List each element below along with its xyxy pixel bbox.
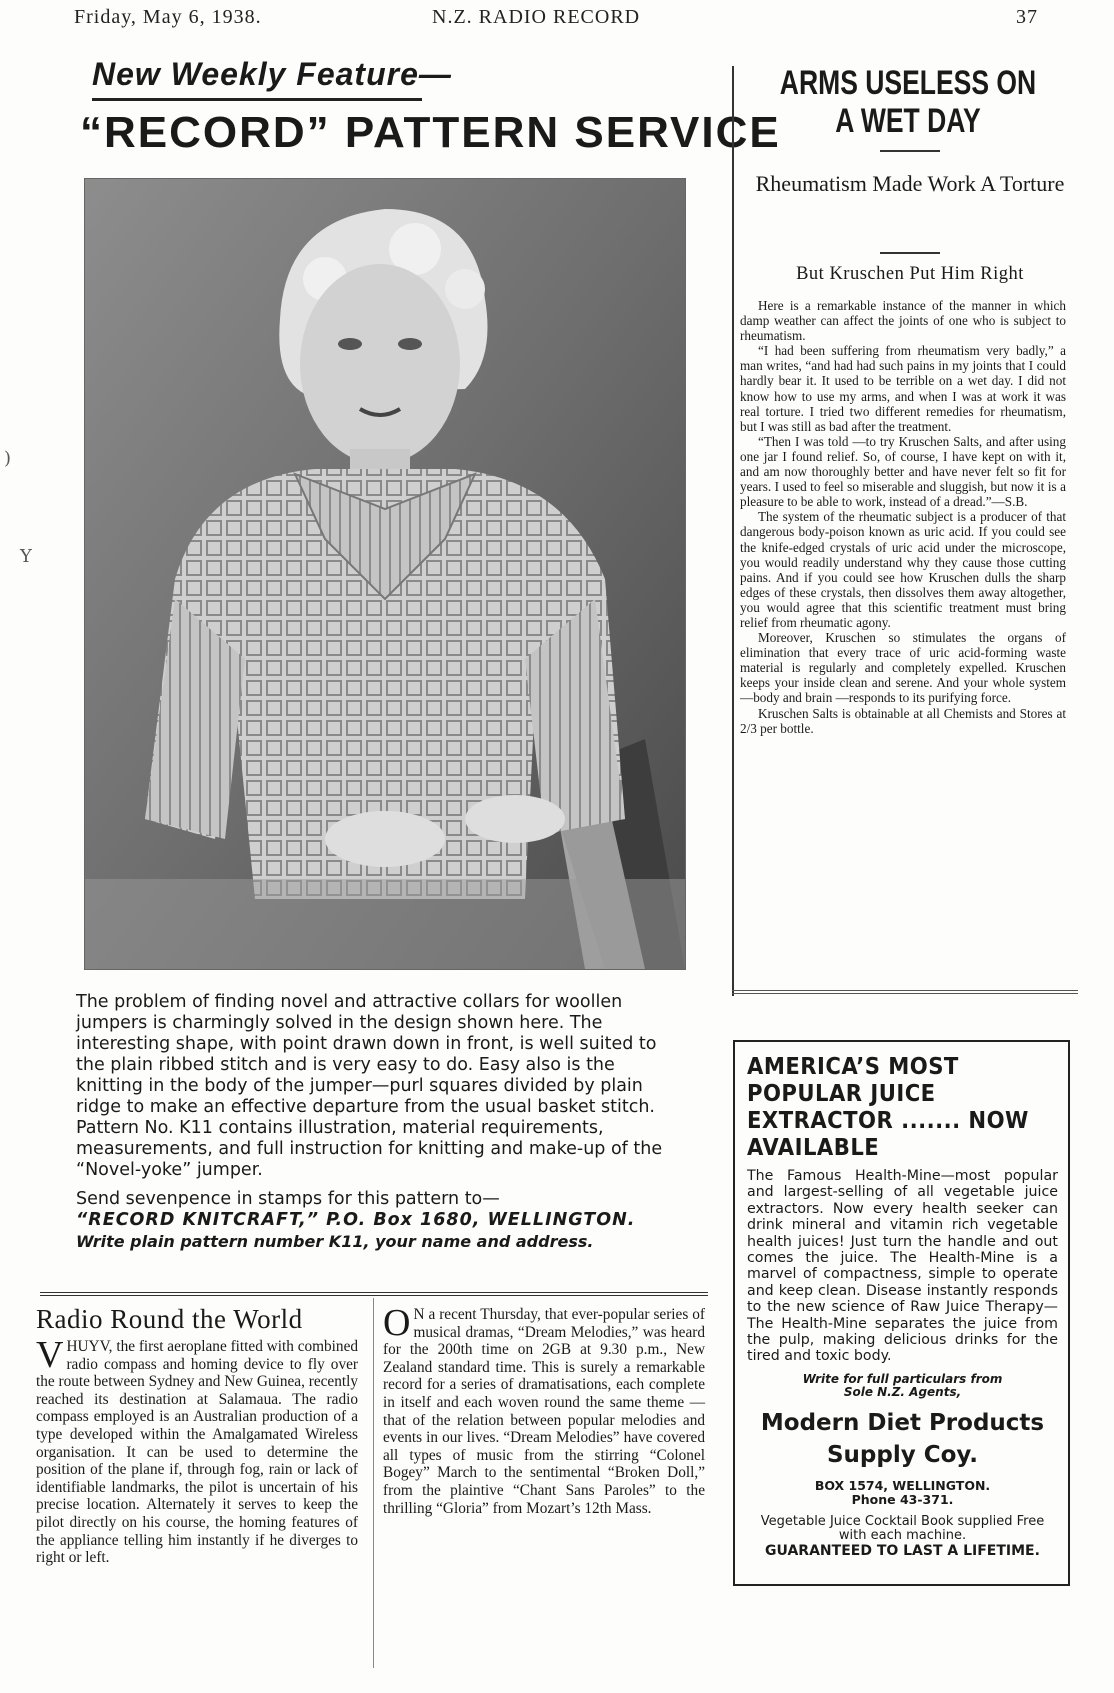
article-paragraph: Here is a remarkable instance of the manner in which damp weather can affect the joints of one who is subject to rheumatism. bbox=[740, 298, 1066, 344]
ad-body: The Famous Health-Mine—most popular and largest-selling of all vegetable juice extractors. Now every health seeker can drink mineral and vitamin rich vegetable health juices! Just turn the handle and out comes the juice. The Health-Mine is a marvel of compactness, simple to operate and keep clean. Disease instantly responds to the new science of Raw Juice Therapy—The Health-Mine separates the juice from the pulp, making delicious drinks for the tired and toxic body. bbox=[747, 1168, 1058, 1365]
send-line: Send sevenpence in stamps for this pattern to— bbox=[76, 1189, 500, 1209]
article-paragraph: “I had been suffering from rheumatism very badly,” a man writes, “and had had such pains in my joints that I could hardly bear it. It used to be terrible on a wet day. I did not know how to use my arms, and when I was at work it was real torture. I tried two different remedies for rheumatism, but I was still as bad after the treatment. bbox=[740, 343, 1066, 434]
column-rule bbox=[373, 1298, 374, 1668]
write-for-line: Write for full particulars from bbox=[802, 1371, 1003, 1386]
phone-number: Phone 43-371. bbox=[851, 1491, 954, 1507]
caption-paragraph: The problem of finding novel and attractive collars for woollen jumpers is charmingly solved in the design shown here. The interesting shape, with point drawn down in front, is well suited to the plain ribbed stitch and is very easy to do. Easy also is the knitting in the body of the jumper—purl squares divided by plain ridge to make an effective departure from the usual basket stitch. bbox=[76, 992, 657, 1117]
woman-in-jumper-illustration bbox=[85, 179, 685, 969]
order-address: “RECORD KNITCRAFT,” P.O. Box 1680, WELLINGTON. bbox=[76, 1210, 636, 1230]
company-name-line: Modern Diet Products bbox=[760, 1409, 1045, 1436]
kruschen-headline: ARMS USELESS ON A WET DAY bbox=[779, 64, 1037, 140]
dream-melodies-body: N a recent Thursday, that ever-popular series of musical dramas, “Dream Melodies,” was heard for the 200th time on 2GB at 9.30 p.m., New Zealand standard time. This is surely a remarkable record for a series of dramatisations, each complete in itself and each woven round the same theme —that of the relation between popular melodies and events in our lives. “Dream Melodies” have covered all types of music from the stirring “Colonel Bogey” March to the sentimental “Broken Doll,” from the plaintive “Chant Sans Paroles” to the thrilling “Gloria” from Mozart’s 12th Mass. bbox=[383, 1306, 705, 1517]
headline-dash bbox=[880, 150, 940, 152]
publication-title: N.Z. RADIO RECORD bbox=[432, 6, 641, 28]
article-paragraph: Kruschen Salts is obtainable at all Chemists and Stores at 2/3 per bottle. bbox=[740, 705, 1066, 736]
po-box: BOX 1574, WELLINGTON. bbox=[814, 1477, 991, 1493]
radio-round-article bbox=[36, 1334, 359, 1567]
juice-extractor-ad bbox=[733, 1040, 1070, 1586]
subhead-dash bbox=[880, 252, 940, 254]
ad-headline-line: AMERICA’S MOST bbox=[747, 1054, 959, 1080]
article-paragraph: Moreover, Kruschen so stimulates the organs of elimination that every trace of uric acid-forming waste material is regularly and completely expelled. Kruschen keeps your inside clean and serene. And your whole system—body and brain —responds to its purifying force. bbox=[740, 630, 1066, 706]
ad-headline-line: EXTRACTOR ....... NOW bbox=[747, 1108, 1029, 1134]
caption-paragraph: Pattern No. K11 contains illustration, material requirements, measurements, and full instruction for knitting and make-up of the “Novel-yoke” jumper. bbox=[76, 1118, 663, 1180]
section-rule bbox=[732, 990, 1078, 994]
margin-mark: Y bbox=[20, 546, 32, 567]
dream-melodies-article bbox=[383, 1302, 705, 1517]
header-date: Friday, May 6, 1938. bbox=[74, 6, 262, 28]
ad-address bbox=[747, 1479, 1058, 1507]
pattern-caption bbox=[76, 992, 676, 1252]
write-instruction: Write plain pattern number K11, your name and address. bbox=[76, 1232, 594, 1251]
radio-round-heading: Radio Round the World bbox=[36, 1304, 303, 1334]
margin-mark: ) bbox=[4, 448, 12, 469]
ad-book-offer: Vegetable Juice Cocktail Book supplied Free with each machine. bbox=[760, 1513, 1045, 1543]
ad-headline-line: POPULAR JUICE bbox=[747, 1081, 936, 1107]
article-paragraph: “Then I was told —to try Kruschen Salts, and after using one jar I found relief. So, of course, I have kept on with it, and am now thoroughly better and have never felt so fit for years. I used to feel so miserable and sluggish, but now it is a pleasure to be able to work, instead of a dread.”—S.B. bbox=[740, 433, 1066, 510]
agents-line: Sole N.Z. Agents, bbox=[843, 1384, 962, 1399]
drop-cap: V bbox=[36, 1334, 64, 1376]
feature-headline: “RECORD” PATTERN SERVICE bbox=[80, 108, 781, 157]
kruschen-article bbox=[740, 298, 1066, 736]
ad-headline-line: AVAILABLE bbox=[747, 1135, 880, 1161]
kruschen-subhead: Rheumatism Made Work A Torture bbox=[755, 171, 1065, 196]
feature-kicker: New Weekly Feature— bbox=[92, 56, 452, 92]
section-rule bbox=[40, 1292, 708, 1296]
radio-round-body: HUYV, the first aeroplane fitted with combined radio compass and homing device to fly over the route between Sydney and New Guinea, recently reached its destination at Salamaua. The radio compass employed is an Australian production of a type developed within the Amalgamated Wireless organisation. It can be used to determine the position of the plane if, through fog, rain or lack of identifiable landmarks, the pilot is uncertain of his precise location. Alternately it serves to keep the pilot directly on his course, the homing features of the appliance telling him instantly if he diverges to right or left. bbox=[36, 1338, 359, 1567]
ad-write-for bbox=[747, 1373, 1058, 1399]
ad-company bbox=[747, 1407, 1058, 1471]
company-name-line: Supply Coy. bbox=[826, 1441, 979, 1468]
page-number: 37 bbox=[1016, 6, 1038, 28]
article-paragraph: The system of the rheumatic subject is a producer of that dangerous body-poison known as uric acid. If you could see the knife-edged crystals of uric acid under the microscope, you would readily understand why they cause those cutting pains. And if you could see how Kruschen dulls the sharp edges of these crystals, then dissolves them away altogether, you would agree that this scientific treatment must bring relief from rheumatic agony. bbox=[740, 509, 1066, 630]
column-rule bbox=[732, 66, 734, 996]
kicker-rule bbox=[92, 98, 422, 101]
drop-cap: O bbox=[383, 1302, 411, 1344]
knitted-jumper-photo bbox=[84, 178, 686, 970]
ad-headline bbox=[747, 1054, 1033, 1162]
ad-guarantee: GUARANTEED TO LAST A LIFETIME. bbox=[765, 1542, 1040, 1559]
kruschen-subhead-2: But Kruschen Put Him Right bbox=[796, 264, 1024, 284]
